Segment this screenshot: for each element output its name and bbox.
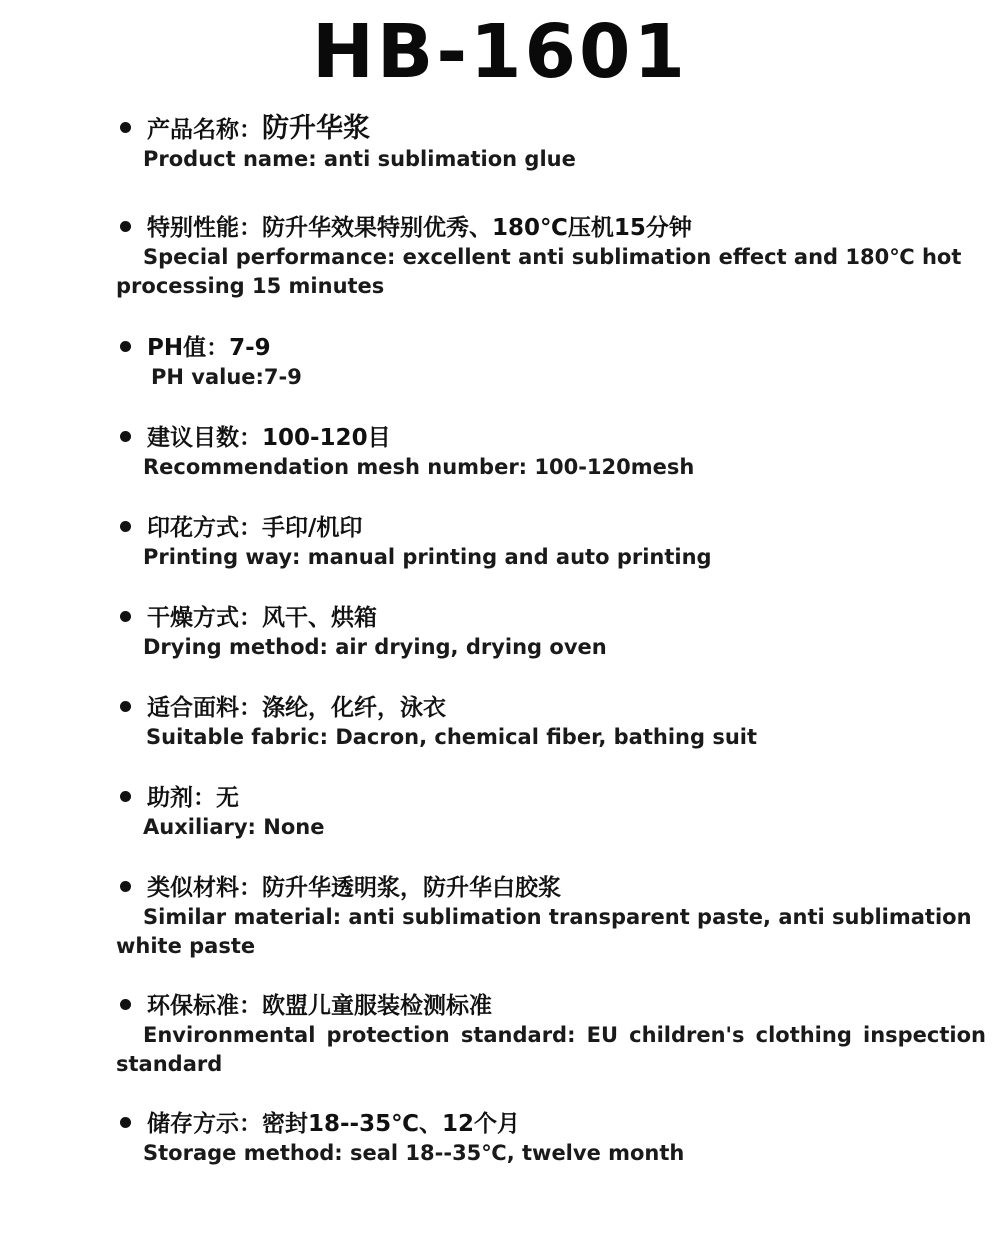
- spec-zh-value: 防升华透明浆，防升华白胶浆: [262, 875, 561, 901]
- spec-zh-line: [147, 603, 986, 633]
- spec-item-suitable-fabric: [116, 693, 986, 752]
- spec-item-ph-value: [116, 333, 986, 392]
- spec-en-line: Printing way: manual printing and auto printing: [143, 545, 712, 569]
- spec-zh-label: 类似材料：: [147, 875, 262, 901]
- spec-en-line: Environmental protection standard: EU children's clothing inspection standard: [116, 1023, 986, 1076]
- bullet-icon: [120, 122, 131, 133]
- spec-zh-label: 储存方示：: [147, 1111, 262, 1137]
- spec-zh-value: 密封18--35℃、12个月: [262, 1111, 520, 1137]
- spec-zh-label: 建议目数：: [147, 425, 262, 451]
- spec-zh-label: 环保标准：: [147, 993, 262, 1019]
- bullet-icon: [120, 221, 131, 232]
- spec-item-printing-way: [116, 513, 986, 572]
- bullet-icon: [120, 791, 131, 802]
- product-code-title: HB-1601: [311, 9, 688, 95]
- bullet-icon: [120, 999, 131, 1010]
- spec-zh-line: [147, 693, 986, 723]
- spec-en-line: Recommendation mesh number: 100-120mesh: [143, 455, 695, 479]
- spec-zh-line: [147, 783, 986, 813]
- spec-en-line: Drying method: air drying, drying oven: [143, 635, 607, 659]
- spec-zh-value: 防升华浆: [262, 113, 370, 144]
- spec-zh-label: 印花方式：: [147, 515, 262, 541]
- spec-item-environmental-standard: [116, 991, 986, 1079]
- spec-zh-label: PH值：: [147, 335, 230, 361]
- spec-zh-line: [147, 333, 986, 363]
- bullet-icon: [120, 521, 131, 532]
- spec-item-drying-method: [116, 603, 986, 662]
- spec-zh-label: 产品名称：: [147, 117, 262, 143]
- bullet-icon: [120, 431, 131, 442]
- spec-item-storage-method: [116, 1109, 986, 1168]
- bullet-icon: [120, 611, 131, 622]
- spec-en-line: Special performance: excellent anti sublimation effect and 180℃ hot processing 15 minutes: [116, 245, 962, 298]
- spec-item-similar-material: [116, 873, 986, 961]
- spec-en-line: Auxiliary: None: [143, 815, 325, 839]
- spec-en-line: Suitable fabric: Dacron, chemical fiber, bathing suit: [146, 725, 758, 749]
- spec-zh-label: 助剂：: [147, 785, 216, 811]
- spec-zh-label: 干燥方式：: [147, 605, 262, 631]
- spec-zh-line: [147, 114, 986, 145]
- bullet-icon: [120, 1117, 131, 1128]
- spec-zh-line: [147, 991, 986, 1021]
- bullet-icon: [120, 341, 131, 352]
- spec-item-mesh-number: [116, 423, 986, 482]
- spec-zh-line: [147, 873, 986, 903]
- spec-en-line: Similar material: anti sublimation transparent paste, anti sublimation white paste: [116, 905, 972, 958]
- spec-zh-value: 7-9: [229, 335, 271, 361]
- bullet-icon: [120, 701, 131, 712]
- spec-item-auxiliary: [116, 783, 986, 842]
- spec-zh-value: 涤纶，化纤，泳衣: [262, 695, 446, 721]
- spec-zh-value: 欧盟儿童服装检测标准: [262, 993, 492, 1019]
- spec-zh-label: 适合面料：: [147, 695, 262, 721]
- spec-zh-label: 特别性能：: [147, 215, 262, 241]
- spec-en-line: PH value:7-9: [151, 365, 302, 389]
- spec-zh-value: 防升华效果特别优秀、180℃压机15分钟: [262, 215, 692, 241]
- spec-zh-value: 100-120目: [262, 425, 391, 451]
- spec-zh-value: 无: [216, 785, 239, 811]
- spec-zh-value: 手印/机印: [262, 515, 363, 541]
- spec-en-line: Product name: anti sublimation glue: [143, 147, 576, 171]
- spec-item-product-name: [116, 114, 986, 174]
- spec-zh-line: [147, 513, 986, 543]
- bullet-icon: [120, 881, 131, 892]
- spec-en-line: Storage method: seal 18--35℃, twelve month: [143, 1141, 685, 1165]
- spec-item-special-performance: [116, 213, 986, 301]
- spec-zh-line: [147, 423, 986, 453]
- spec-zh-value: 风干、烘箱: [262, 605, 377, 631]
- spec-zh-line: [147, 1109, 986, 1139]
- spec-zh-line: [147, 213, 986, 243]
